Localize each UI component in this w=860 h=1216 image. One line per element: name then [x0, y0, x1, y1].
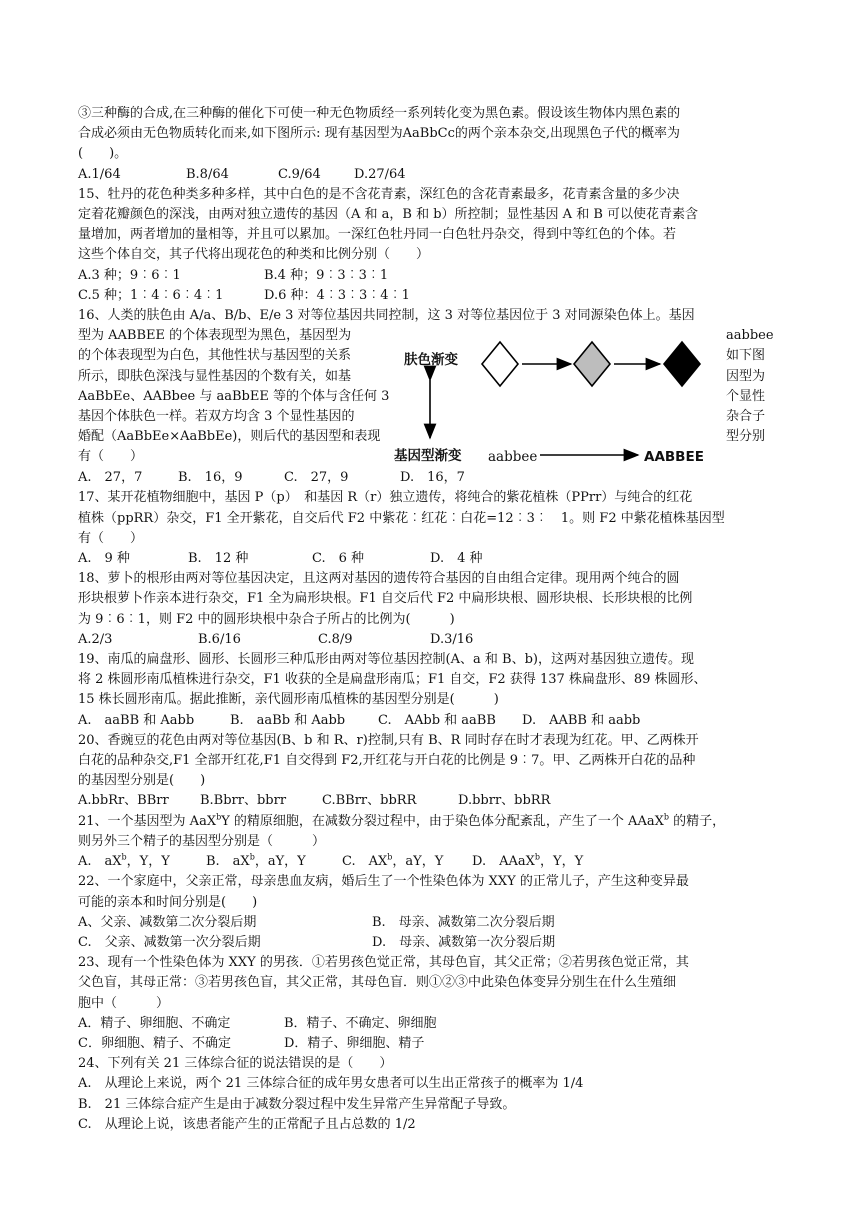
q20-stem-line-1: 20、香豌豆的花色由两对等位基因(B、b 和 R、r)控制,只有 B、R 同时存在时才表现为红花。甲、乙两株开 — [78, 732, 699, 748]
q23-options-row-2 — [78, 1034, 786, 1054]
option-a: A. 9 种 — [78, 551, 130, 567]
option-c: C.BBrr、bbRR — [322, 793, 417, 809]
option-d: D.3/16 — [430, 631, 474, 647]
option-d: D. 4 种 — [430, 551, 483, 567]
black-diamond-icon — [664, 342, 700, 386]
q16-right-text — [726, 326, 788, 447]
q19-stem-line-2: 将 2 株圆形南瓜植株进行杂交，F1 收获的全是扁盘形南瓜；F1 自交，F2 获得 137 株扁盘形、89 株圆形、 — [78, 672, 707, 688]
q22-stem-line-1: 22、一个家庭中，父亲正常，母亲患血友病，婚后生了一个性染色体为 XXY 的正常儿子，产生这种变异最 — [78, 874, 689, 890]
option-d: D.6 种：4︰3︰3︰4︰1 — [264, 287, 410, 303]
q15-stem-line-4: 这些个体自交，其子代将出现花色的种类和比例分别（ ） — [78, 247, 430, 263]
option-b: B.8/64 — [186, 166, 229, 182]
q15-options-row-2 — [78, 286, 786, 306]
option-b: B．精子、不确定、卵细胞 — [284, 1015, 437, 1031]
q18-options — [78, 630, 786, 650]
q16-left-line: 型为 AABBEE 的个体表现型为黑色，基因型为 — [78, 328, 352, 344]
q16-left-line: 婚配（AaBbEe×AaBbEe)，则后代的基因型和表现 — [78, 429, 381, 445]
q16-right-line: aabbee — [726, 328, 774, 344]
q14-options — [78, 165, 786, 185]
q21-options — [78, 852, 786, 872]
q16-right-line: 个显性 — [726, 388, 766, 404]
q16-left-line: 基因个体肤色一样。若双方均含 3 个显性基因的 — [78, 409, 355, 425]
q19-stem-line-1: 19、南瓜的扁盘形、圆形、长圆形三种瓜形由两对等位基因控制(A、a 和 B、b)，这两对基因独立遗传。现 — [78, 652, 694, 668]
q19-options — [78, 711, 786, 731]
option-text: ，aY，Y — [392, 854, 444, 870]
q16-figure-block — [78, 326, 786, 488]
q23-stem-line-1: 23、现有一个性染色体为 XXY 的男孩．①若男孩色觉正常，其母色盲，其父正常；②若男孩色觉正常，其 — [78, 955, 689, 971]
q16-right-line: 如下图 — [726, 348, 766, 364]
q18-stem-line-3: 为 9︰6︰1，则 F2 中的圆形块根中杂合子所占的比例为( ) — [78, 611, 455, 627]
diagram-shapes — [404, 340, 724, 466]
white-diamond-icon — [482, 342, 518, 386]
q17-stem-line-3: 有（ ） — [78, 530, 144, 546]
q21-text-part: 的精子， — [668, 813, 726, 829]
q16-right-line: 杂合子 — [726, 409, 766, 425]
q24-stem-line-1: 24、下列有关 21 三体综合征的说法错误的是（ ） — [78, 1056, 393, 1072]
worksheet-page — [78, 104, 786, 1135]
option-a: A.1/64 — [78, 166, 121, 182]
option-c: C．卵细胞、精子、不确定 — [78, 1035, 231, 1051]
option-d: D.27/64 — [354, 166, 406, 182]
option-d: D.bbrr、bbRR — [458, 793, 551, 809]
q16-left-line: 的个体表现型为白色，其他性状与基因型的关系 — [78, 348, 352, 364]
q22-options-row-1 — [78, 913, 786, 933]
q16-right-line: 因型为 — [726, 368, 766, 384]
q23-options-row-1 — [78, 1014, 786, 1034]
q21-text-part: 21、一个基因型为 AaX — [78, 813, 217, 829]
gray-diamond-icon — [574, 342, 610, 386]
option-text: B. aX — [206, 854, 250, 870]
superscript: b — [216, 812, 222, 822]
q19-stem-line-3: 15 株长圆形南瓜。据此推断，亲代圆形南瓜植株的基因型分别是( ) — [78, 692, 499, 708]
option-c: C. AAbb 和 aaBB — [378, 712, 496, 728]
option-d: D．精子、卵细胞、精子 — [284, 1035, 425, 1051]
superscript: b — [121, 852, 127, 862]
option-b: B. aaBb 和 Aabb — [230, 712, 346, 728]
label-skin-gradient: 肤色渐变 — [404, 352, 458, 369]
q15-stem-line-3: 量增加，两者增加的量相等，并且可以累加。一深红色牡丹同一白色牡丹杂交，得到中等红色的个体。若 — [78, 227, 677, 243]
q17-stem-line-2: 植株（ppRR）杂交，F1 全开紫花，自交后代 F2 中紫花︰红花︰白花=12︰3︰ 1。则 F2 中紫花植株基因型 — [78, 510, 725, 526]
q14-text-line-3: ( )。 — [78, 146, 128, 162]
q18-stem-line-2: 形块根萝卜作亲本进行杂交，F1 全为扁形块根。F1 自交后代 F2 中扁形块根、圆形块根、长形块根的比例 — [78, 591, 693, 607]
q16-left-text — [78, 326, 408, 467]
option-d — [472, 852, 583, 872]
q21-text-part: Y 的精原细胞，在减数分裂过程中，由于染色体分配紊乱，产生了一个 AAaX — [221, 813, 664, 829]
q16-stem-line-1: 16、人类的肤色由 A/a、B/b、E/e 3 对等位基因共同控制，这 3 对等位基因位于 3 对同源染色体上。基因 — [78, 308, 695, 324]
option-text: ，Y，Y — [540, 854, 584, 870]
option-text: D. AAaX — [472, 854, 535, 870]
superscript: b — [534, 852, 540, 862]
q15-stem-line-2: 定着花瓣颜色的深浅，由两对独立遗传的基因（A 和 a，B 和 b）所控制；显性基因 A 和 B 可以使花青素含 — [78, 207, 699, 223]
option-a: A.2/3 — [78, 631, 113, 647]
option-a: A．精子、卵细胞、不确定 — [78, 1015, 231, 1031]
option-b — [206, 852, 342, 872]
option-c: C.8/9 — [318, 631, 353, 647]
q16-left-line: 所示，即肤色深浅与显性基因的个数有关，如基 — [78, 368, 352, 384]
q20-options — [78, 791, 786, 811]
option-c: C. 27，9 — [284, 470, 349, 486]
q18-stem-line-1: 18、萝卜的根形由两对等位基因决定，且这两对基因的遗传符合基因的自由组合定律。现用两个纯合的圆 — [78, 571, 680, 587]
option-a: A. 27，7 — [78, 470, 143, 486]
option-text: C. AX — [342, 854, 388, 870]
option-b: B.4 种；9︰3︰3︰1 — [264, 267, 389, 283]
label-AABBEE: AABBEE — [644, 449, 704, 466]
option-b: B.Bbrr、bbrr — [200, 793, 287, 809]
option-d: D. AABB 和 aabb — [522, 712, 641, 728]
option-c: C.5 种；1︰4︰6︰4︰1 — [78, 287, 224, 303]
q22-options-row-2 — [78, 933, 786, 953]
q17-stem-line-1: 17、某开花植物细胞中，基因 P（p） 和基因 R（r）独立遗传，将纯合的紫花植株（PPrr）与纯合的红花 — [78, 490, 693, 506]
option-a: A.3 种；9︰6︰1 — [78, 267, 181, 283]
superscript: b — [249, 852, 255, 862]
option-c: C. 6 种 — [312, 551, 365, 567]
superscript: b — [387, 852, 393, 862]
option-a: A. 从理论上来说，两个 21 三体综合征的成年男女患者可以生出正常孩子的概率为 1/4 — [78, 1076, 584, 1092]
option-a: A. aaBB 和 Aabb — [78, 712, 195, 728]
option-c: C. 父亲、减数第一次分裂后期 — [78, 934, 261, 950]
q16-right-line: 型分别 — [726, 429, 766, 445]
q17-options — [78, 549, 786, 569]
option-b: B.6/16 — [198, 631, 241, 647]
q16-left-line: 有（ ） — [78, 449, 144, 465]
q14-text-line-2: 合成必须由无色物质转化而来,如下图所示: 现有基因型为AaBbCc的两个亲本杂交,出现黑色子代的概率为 — [78, 126, 681, 142]
option-b: B. 16，9 — [178, 470, 243, 486]
option-d: D. 母亲、减数第一次分裂后期 — [372, 934, 556, 950]
q21-stem-line-1 — [78, 812, 786, 832]
option-text: ，aY，Y — [254, 854, 306, 870]
label-genotype-gradient: 基因型渐变 — [394, 448, 462, 465]
option-a — [78, 852, 206, 872]
q21-stem-line-2: 则另外三个精子的基因型分别是（ ） — [78, 833, 326, 849]
option-c: C. 从理论上说，该患者能产生的正常配子且占总数的 1/2 — [78, 1116, 416, 1132]
q22-stem-line-2: 可能的亲本和时间分别是( ) — [78, 894, 258, 910]
option-b: B. 母亲、减数第二次分裂后期 — [372, 914, 555, 930]
option-c — [342, 852, 472, 872]
option-c: C.9/64 — [278, 166, 321, 182]
skin-color-gradient-diagram — [394, 340, 724, 466]
label-aabbee: aabbee — [488, 449, 538, 466]
option-a: A、父亲、减数第二次分裂后期 — [78, 914, 257, 930]
option-text: A. aX — [78, 854, 122, 870]
q15-options-row-1 — [78, 266, 786, 286]
option-b: B. 12 种 — [188, 551, 249, 567]
option-a: A.bbRr、BBrr — [78, 793, 169, 809]
q23-stem-line-2: 父色盲，其母正常：③若男孩色盲，其父正常，其母色盲．则①②③中此染色体变异分别生在什么生殖细 — [78, 975, 677, 991]
q20-stem-line-2: 白花的品种杂交,F1 全部开红花,F1 自交得到 F2,开红花与开白花的比例是 9︰7。甲、乙两株开白花的品种 — [78, 753, 696, 769]
q23-stem-line-3: 胞中（ ） — [78, 995, 170, 1011]
q14-text-line-1: ③三种酶的合成,在三种酶的催化下可使一种无色物质经一系列转化变为黑色素。假设该生物体内黑色素的 — [78, 106, 681, 121]
q16-left-line: AaBbEe、AABbee 与 aaBbEE 等的个体与含任何 3 — [78, 388, 390, 404]
superscript: b — [663, 812, 669, 822]
option-d: D. 16，7 — [400, 470, 465, 486]
option-text: ，Y，Y — [126, 854, 170, 870]
q15-stem-line-1: 15、牡丹的花色种类多种多样，其中白色的是不含花青素，深红色的含花青素最多，花青素含量的多少决 — [78, 186, 680, 202]
option-b: B. 21 三体综合症产生是由于减数分裂过程中发生异常产生异常配子导致。 — [78, 1096, 516, 1112]
q20-stem-line-3: 的基因型分别是( ) — [78, 773, 206, 789]
